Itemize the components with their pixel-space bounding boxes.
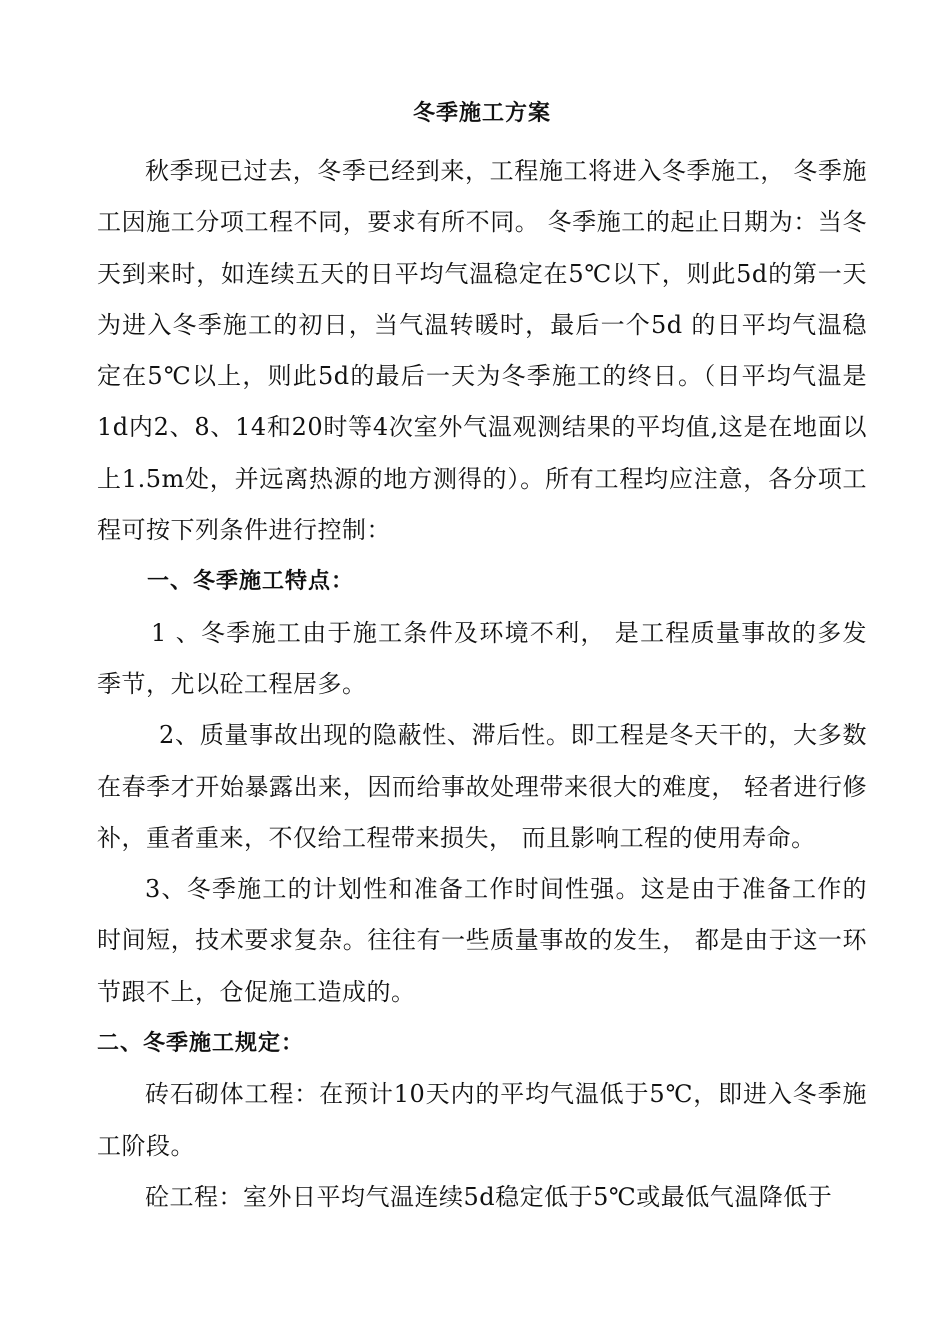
document-title: 冬季施工方案 xyxy=(412,101,551,126)
section1-item-3: 3、冬季施工的计划性和准备工作时间性强。这是由于准备工作的时间短，技术要求复杂。往往有一些质量事故的发生， 都是由于这一环节跟不上，仓促施工造成的。 xyxy=(97,875,867,1006)
section1-heading: 一、冬季施工特点： xyxy=(147,569,355,595)
section1-item-1: 1 、冬季施工由于施工条件及环境不利， 是工程质量事故的多发季节，尤以砼工程居多。 xyxy=(97,618,867,698)
intro-paragraph: 秋季现已过去，冬季已经到来，工程施工将进入冬季施工， 冬季施工因施工分项工程不同，要求有所不同。 冬季施工的起止日期为：当冬天到来时，如连续五天的日平均气温稳定在5℃以下，则此5d的第一天为进入冬季施工的初日，当气温转暖时，最后一个5d 的日平均气温稳定在5℃以上，则此5d的最后一天为冬季施工的终日。（日平均气温是1d内2、8、14和20时等4次室外气温观测结果的平均值,这是在地面以上1.5m处，并远离热源的地方测得的）。所有工程均应注意，各分项工程可按下列条件进行控制： xyxy=(97,157,867,545)
section2-heading: 二、冬季施工规定： xyxy=(97,1031,305,1057)
section1-item-2: 2、质量事故出现的隐蔽性、滞后性。即工程是冬天干的，大多数在春季才开始暴露出来，因而给事故处理带来很大的难度， 轻者进行修补，重者重来，不仅给工程带来损失， 而且影响工程的使用寿命。 xyxy=(97,721,867,852)
document-page xyxy=(97,92,867,1223)
section2-item-concrete: 砼工程：室外日平均气温连续5d稳定低于5℃或最低气温降低于 xyxy=(145,1182,833,1211)
section2-item-masonry: 砖石砌体工程：在预计10天内的平均气温低于5℃，即进入冬季施工阶段。 xyxy=(97,1080,867,1160)
